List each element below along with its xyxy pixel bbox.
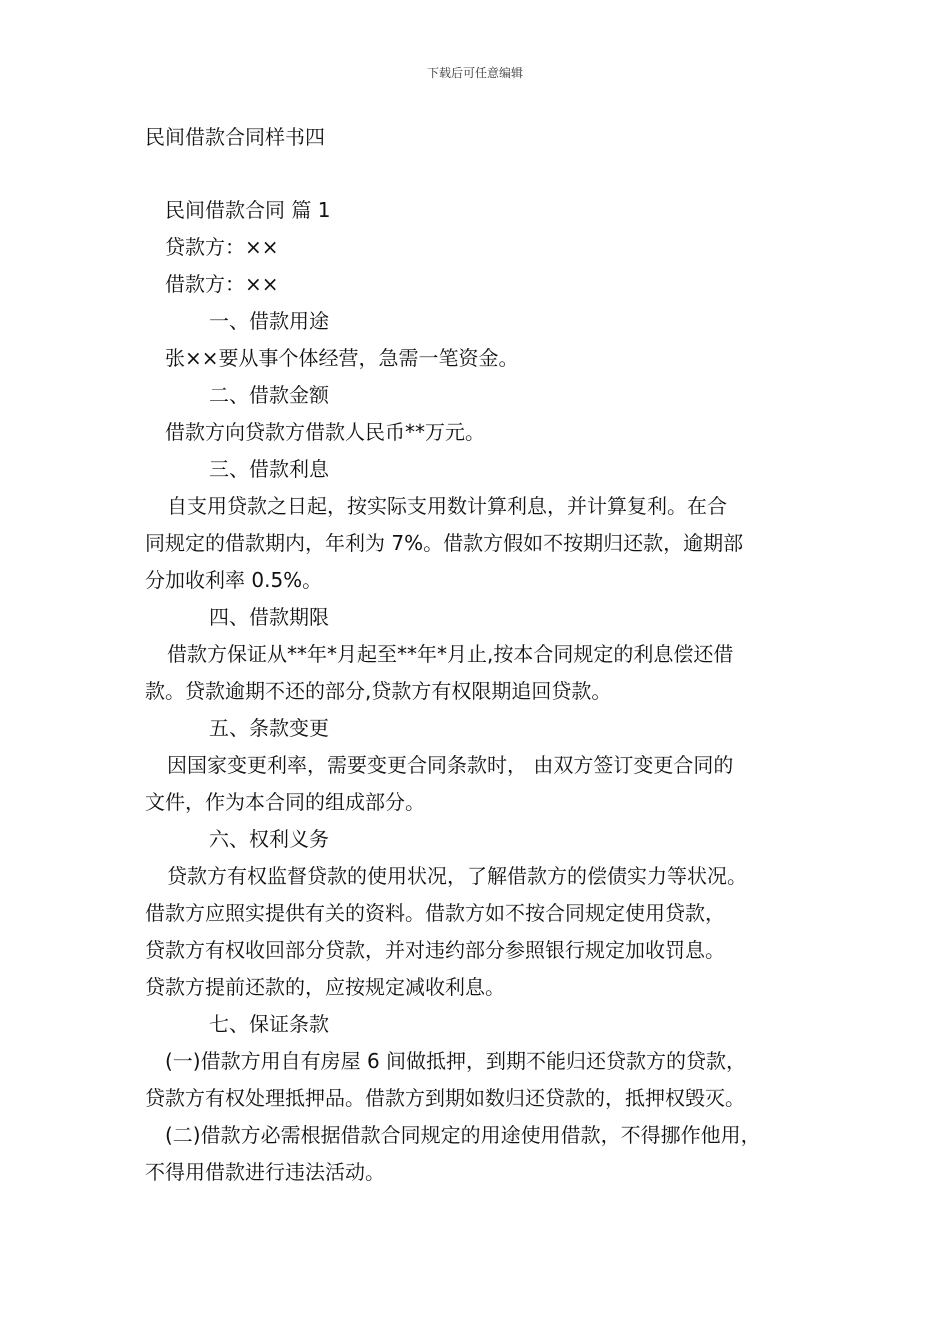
- text-line: 同规定的借款期内，年利为 7%。借款方假如不按期归还款，逾期部: [145, 531, 744, 555]
- text-line: 贷款方：××: [165, 235, 279, 259]
- text-line: 款。贷款逾期不还的部分,贷款方有权限期追回贷款。: [145, 679, 612, 703]
- text-line: (一)借款方用自有房屋 6 间做抵押，到期不能归还贷款方的贷款，: [165, 1049, 747, 1073]
- document-title: 民间借款合同样书四: [145, 125, 325, 149]
- text-line: 六、权利义务: [209, 827, 329, 851]
- text-line: 二、借款金额: [209, 383, 329, 407]
- text-line: 贷款方有权监督贷款的使用状况，了解借款方的偿债实力等状况。: [167, 864, 747, 888]
- text-line: 文件，作为本合同的组成部分。: [145, 790, 425, 814]
- text-line: 贷款方有权处理抵押品。借款方到期如数归还贷款的，抵押权毁灭。: [145, 1086, 745, 1110]
- text-line: 借款方应照实提供有关的资料。借款方如不按合同规定使用贷款，: [145, 901, 725, 925]
- text-line: 一、借款用途: [209, 309, 329, 333]
- text-line: 借款方向贷款方借款人民币**万元。: [165, 420, 485, 444]
- text-line: 借款方：××: [165, 272, 279, 296]
- text-line: 五、条款变更: [209, 716, 329, 740]
- text-line: 四、借款期限: [209, 605, 329, 629]
- text-line: (二)借款方必需根据借款合同规定的用途使用借款，不得挪作他用，: [165, 1123, 761, 1147]
- text-line: 借款方保证从**年*月起至**年*月止,按本合同规定的利息偿还借: [167, 642, 734, 666]
- contract-body: [145, 192, 825, 1191]
- text-line: 分加收利率 0.5%。: [145, 568, 323, 592]
- text-line: 张××要从事个体经营，急需一笔资金。: [165, 346, 519, 370]
- text-line: 自支用贷款之日起，按实际支用数计算利息，并计算复利。在合: [167, 494, 727, 518]
- text-line: 三、借款利息: [209, 457, 329, 481]
- text-line: 贷款方有权收回部分贷款，并对违约部分参照银行规定加收罚息。: [145, 938, 725, 962]
- text-line: 因国家变更利率，需要变更合同条款时， 由双方签订变更合同的: [167, 753, 734, 777]
- text-line: 贷款方提前还款的，应按规定减收利息。: [145, 975, 505, 999]
- page-header: 下载后可任意编辑: [426, 66, 523, 80]
- text-line: 七、保证条款: [209, 1012, 329, 1036]
- text-line: 民间借款合同 篇 1: [165, 198, 331, 222]
- text-line: 不得用借款进行违法活动。: [145, 1160, 385, 1184]
